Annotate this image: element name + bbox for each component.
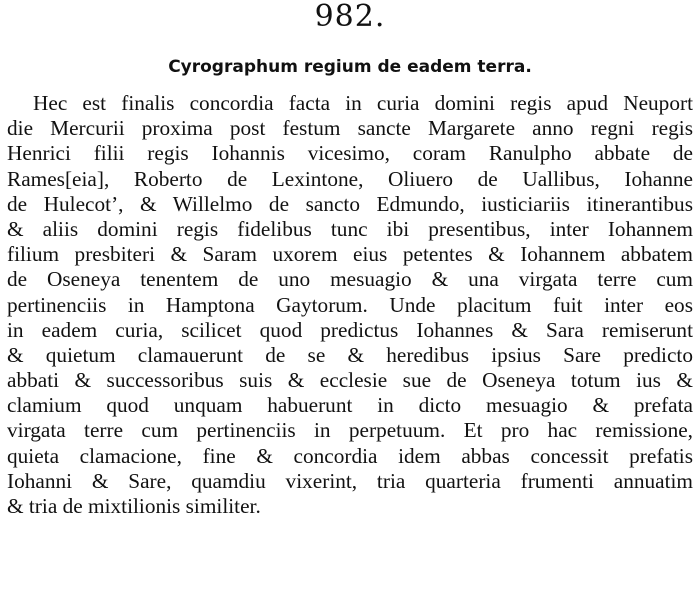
body-paragraph (7, 91, 693, 519)
text-line: filium presbiteri & Saram uxorem eius petentes & Iohannem abbatem (7, 242, 693, 267)
text-line: Hec est finalis concordia facta in curia domini regis apud Neuport (33, 91, 693, 115)
text-line: de Oseneya tenentem de uno mesuagio & una virgata terre cum (7, 267, 693, 292)
text-line: de Hulecot’, & Willelmo de sancto Edmundo, iusticiariis itinerantibus (7, 191, 693, 216)
text-line: die Mercurii proxima post festum sancte Margarete anno regni regis (7, 116, 693, 141)
text-line: clamium quod unquam habuerunt in dicto mesuagio & prefata (7, 393, 693, 418)
text-line: abbati & successoribus suis & ecclesie sue de Oseneya totum ius & (7, 368, 693, 393)
text-line: & quietum clamauerunt de se & heredibus ipsius Sare predicto (7, 342, 693, 367)
text-line: & tria de mixtilionis similiter. (7, 494, 261, 518)
text-line: Iohanni & Sare, quamdiu vixerint, tria quarteria frumenti annuatim (7, 468, 693, 493)
text-line: quieta clamacione, fine & concordia idem abbas concessit prefatis (7, 443, 693, 468)
text-line: virgata terre cum pertinenciis in perpetuum. Et pro hac remissione, (7, 418, 693, 443)
text-line: in eadem curia, scilicet quod predictus Iohannes & Sara remiserunt (7, 317, 693, 342)
entry-number: 982. (314, 0, 386, 34)
text-line: Henrici filii regis Iohannis vicesimo, coram Ranulpho abbate de (7, 141, 693, 166)
text-line: & aliis domini regis fidelibus tunc ibi presentibus, inter Iohannem (7, 216, 693, 241)
text-line: Rames[eia], Roberto de Lexintone, Oliuero de Uallibus, Iohanne (7, 166, 693, 191)
text-line: pertinenciis in Hamptona Gaytorum. Unde placitum fuit inter eos (7, 292, 693, 317)
entry-title: Cyrographum regium de eadem terra. (168, 57, 532, 77)
